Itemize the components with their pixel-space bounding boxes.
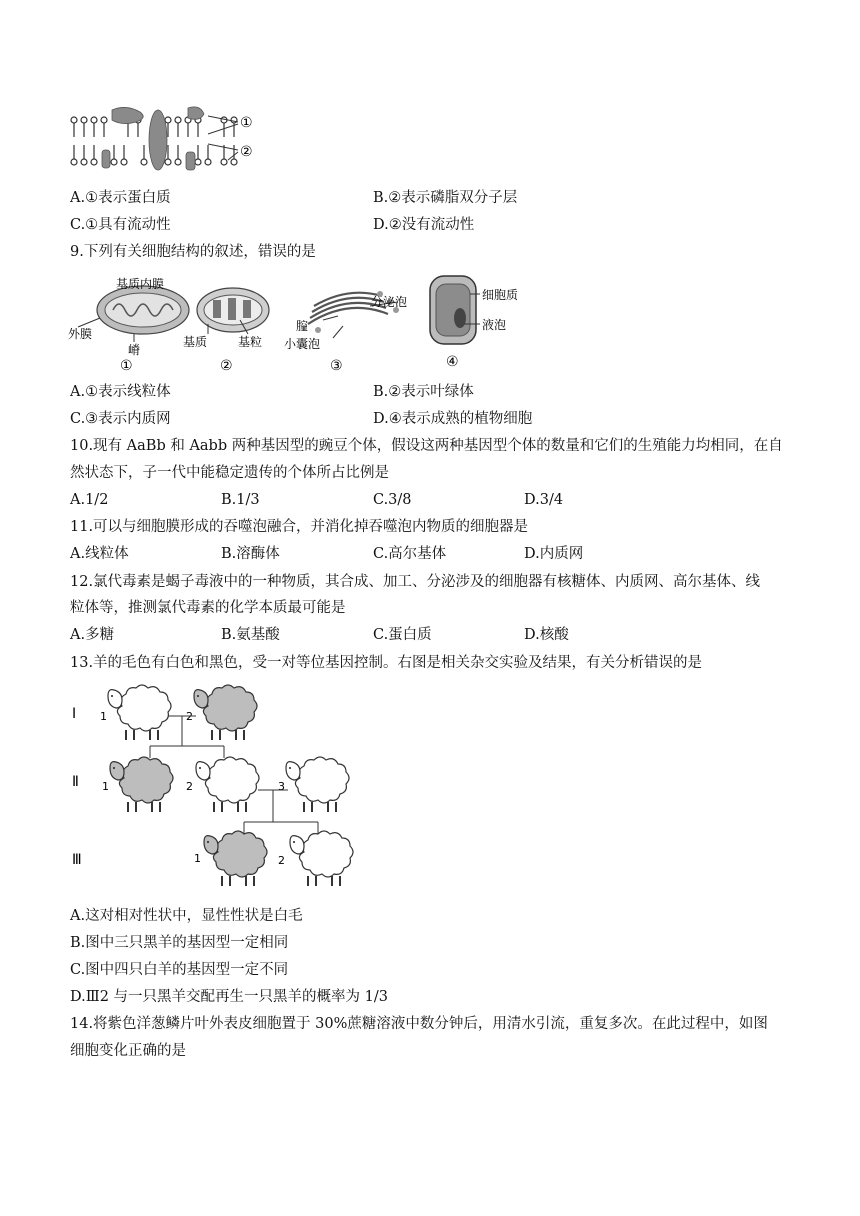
q14-stem-line-1: 14.将紫色洋葱鳞片叶外表皮细胞置于 30%蔗糖溶液中数分钟后，用清水引流，重复多次。在此过程中，如图 <box>70 1016 768 1032</box>
q9-stem: 9.下列有关细胞结构的叙述，错误的是 <box>70 244 316 260</box>
sheep-ii3-white <box>286 757 349 812</box>
figure-num-3: ③ <box>330 358 343 372</box>
q14-stem-line-2: 细胞变化正确的是 <box>70 1043 186 1059</box>
label-cytoplasm: 细胞质 <box>482 288 519 302</box>
q12-option-c: C.蛋白质 <box>373 627 432 643</box>
figure-num-1: ① <box>120 358 133 372</box>
q12-stem-line-2: 粒体等，推测氯代毒素的化学本质最可能是 <box>70 600 346 616</box>
q10-option-c: C.3/8 <box>373 492 412 508</box>
sheep-iii2-white <box>290 831 353 886</box>
label-grana: 基粒 <box>238 335 263 349</box>
q8-option-d: D.②没有流动性 <box>373 217 475 233</box>
sheep-ii2-white <box>196 757 259 812</box>
id-ii1: 1 <box>102 780 109 793</box>
q11-option-c: C.高尔基体 <box>373 546 447 562</box>
id-iii1: 1 <box>194 852 201 865</box>
id-i2: 2 <box>186 710 193 723</box>
q10-stem-line-1: 10.现有 AaBb 和 Aabb 两种基因型的豌豆个体，假设这两种基因型个体的数量和它们的生殖能力均相同，在自 <box>70 438 783 454</box>
q13-option-d: D.Ⅲ2 与一只黑羊交配再生一只黑羊的概率为 1/3 <box>70 989 388 1005</box>
label-small-vesicle: 小囊泡 <box>284 337 321 351</box>
q12-option-b: B.氨基酸 <box>221 627 280 643</box>
q8-option-c: C.①具有流动性 <box>70 217 171 233</box>
q8-option-b: B.②表示磷脂双分子层 <box>373 190 518 206</box>
q13-option-b: B.图中三只黑羊的基因型一定相同 <box>70 935 289 951</box>
q10-option-a: A.1/2 <box>70 492 109 508</box>
q10-option-b: B.1/3 <box>221 492 260 508</box>
q9-option-d: D.④表示成熟的植物细胞 <box>373 411 533 427</box>
id-ii3: 3 <box>278 780 285 793</box>
q9-option-c: C.③表示内质网 <box>70 411 171 427</box>
q12-option-d: D.核酸 <box>524 627 569 643</box>
sheep-i2-black <box>194 685 257 740</box>
label-outer-membrane: 外膜 <box>68 327 93 341</box>
q11-option-d: D.内质网 <box>524 546 584 562</box>
sheep-pedigree <box>68 682 368 892</box>
label-matrix-inner-membrane: 基质内膜 <box>116 277 165 291</box>
label-vacuole: 液泡 <box>482 318 507 332</box>
figure-num-4: ④ <box>446 354 459 370</box>
q11-stem: 11.可以与细胞膜形成的吞噬泡融合，并消化掉吞噬泡内物质的细胞器是 <box>70 519 529 535</box>
label-cavity: 腔 <box>296 319 309 333</box>
q13-option-a: A.这对相对性状中，显性性状是白毛 <box>70 908 303 924</box>
q10-stem-line-2: 然状态下，子一代中能稳定遗传的个体所占比例是 <box>70 465 389 481</box>
q8-option-a: A.①表示蛋白质 <box>70 190 171 206</box>
q9-option-b: B.②表示叶绿体 <box>373 384 474 400</box>
label-stroma: 基质 <box>183 335 208 349</box>
organelle-figure <box>68 272 568 372</box>
q11-option-a: A.线粒体 <box>70 546 129 562</box>
membrane-label-1: ① <box>240 115 253 131</box>
q10-option-d: D.3/4 <box>524 492 564 508</box>
membrane-label-2: ② <box>240 144 253 160</box>
q9-option-a: A.①表示线粒体 <box>70 384 171 400</box>
generation-2-label: Ⅱ <box>72 774 79 790</box>
q13-stem: 13.羊的毛色有白色和黑色，受一对等位基因控制。右图是相关杂交实验及结果，有关分析错误的是 <box>70 655 703 671</box>
membrane-figure <box>68 104 268 176</box>
id-iii2: 2 <box>278 854 285 867</box>
sheep-iii1-black <box>204 831 267 886</box>
label-secretory-vesicle: 分泌泡 <box>371 295 408 309</box>
label-crista: 嵴 <box>128 343 141 357</box>
q12-option-a: A.多糖 <box>70 627 115 643</box>
q12-stem-line-1: 12.氯代毒素是蝎子毒液中的一种物质，其合成、加工、分泌涉及的细胞器有核糖体、内质网、高尔基体、线 <box>70 574 761 590</box>
generation-3-label: Ⅲ <box>72 852 82 868</box>
id-ii2: 2 <box>186 780 193 793</box>
id-i1: 1 <box>100 710 107 723</box>
sheep-ii1-black <box>110 757 173 812</box>
q13-option-c: C.图中四只白羊的基因型一定不同 <box>70 962 289 978</box>
sheep-i1-white <box>108 685 171 740</box>
figure-num-2: ② <box>220 358 233 372</box>
generation-1-label: Ⅰ <box>72 706 77 722</box>
q11-option-b: B.溶酶体 <box>221 546 280 562</box>
